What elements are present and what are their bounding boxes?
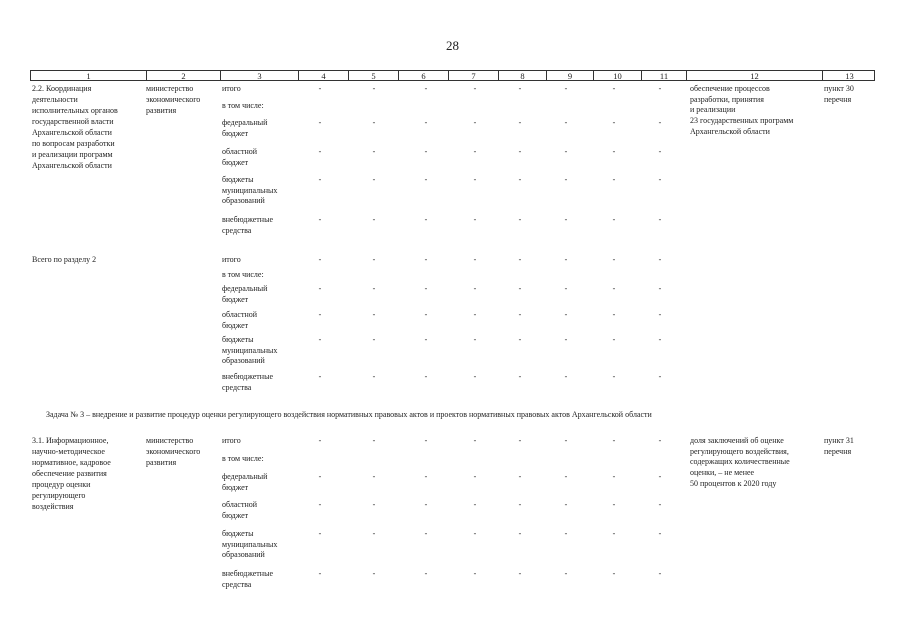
row-1-executor: министерство	[146, 84, 194, 93]
row-2-federal-dash-col5: -	[372, 284, 376, 293]
row-1-result: 23 государственных программ	[690, 116, 794, 126]
row-3-funding-regional: областной	[222, 500, 258, 509]
row-3-extrabudget-dash-col8: -	[518, 569, 522, 578]
header-col-2: 2	[146, 71, 220, 80]
row-3-extrabudget-dash-col6: -	[424, 569, 428, 578]
row-2-extrabudget-dash-col4: -	[318, 372, 322, 381]
row-2-federal-dash-col6: -	[424, 284, 428, 293]
row-2-municipal-dash-col4: -	[318, 335, 322, 344]
row-2-federal-dash-col11: -	[658, 284, 662, 293]
row-1-funding-federal: бюджет	[222, 128, 249, 138]
row-3-total-dash-col11: -	[658, 436, 662, 445]
row-3-funding-extrabudget: внебюджетные	[222, 569, 273, 578]
row-2-funding-including: в том числе:	[222, 270, 264, 279]
row-2-funding-municipal: муниципальных	[222, 345, 278, 355]
row-3-activity: 3.1. Информационное,	[32, 436, 109, 445]
row-1-result: Архангельской области	[690, 126, 770, 136]
row-1-total-dash-col7: -	[473, 84, 477, 93]
header-col-1: 1	[86, 71, 91, 81]
row-1-funding-total: итого	[222, 84, 241, 93]
row-1-result: разработки, принятия	[690, 94, 764, 104]
row-2-extrabudget-dash-col5: -	[372, 372, 376, 381]
row-3-total-dash-col4: -	[318, 436, 322, 445]
row-3-activity: научно-методическое	[32, 447, 105, 456]
row-1-regional-dash-col11: -	[658, 147, 662, 156]
row-3-total-dash-col8: -	[518, 436, 522, 445]
row-1-executor: экономического	[146, 95, 201, 104]
row-1-result: обеспечение процессов	[690, 84, 770, 93]
row-2-federal-dash-col4: -	[318, 284, 322, 293]
row-3-result: 50 процентов к 2020 году	[690, 478, 777, 488]
row-1-regional-dash-col10: -	[612, 147, 616, 156]
row-3-municipal-dash-col11: -	[658, 529, 662, 538]
row-3-federal-dash-col7: -	[473, 472, 477, 481]
row-3-extrabudget-dash-col10: -	[612, 569, 616, 578]
row-1-activity: Архангельской области	[32, 128, 112, 137]
row-2-municipal-dash-col6: -	[424, 335, 428, 344]
row-3-federal-dash-col6: -	[424, 472, 428, 481]
row-2-funding-federal: бюджет	[222, 294, 249, 304]
row-3-funding-extrabudget: средства	[222, 579, 252, 589]
row-1-federal-dash-col5: -	[372, 118, 376, 127]
row-2-municipal-dash-col7: -	[473, 335, 477, 344]
header-col-9: 9	[546, 71, 593, 80]
row-3-funding-including: в том числе:	[222, 454, 264, 463]
row-2-total-dash-col9: -	[564, 255, 568, 264]
row-1-regional-dash-col7: -	[473, 147, 477, 156]
row-3-funding-federal: федеральный	[222, 472, 268, 481]
row-3-extrabudget-dash-col11: -	[658, 569, 662, 578]
row-1-total-dash-col10: -	[612, 84, 616, 93]
table-header-row	[30, 70, 875, 81]
row-3-regional-dash-col6: -	[424, 500, 428, 509]
row-1-municipal-dash-col11: -	[658, 175, 662, 184]
row-1-activity: по вопросам разработки	[32, 139, 115, 148]
row-2-extrabudget-dash-col9: -	[564, 372, 568, 381]
row-2-extrabudget-dash-col6: -	[424, 372, 428, 381]
row-2-municipal-dash-col9: -	[564, 335, 568, 344]
row-3-municipal-dash-col9: -	[564, 529, 568, 538]
header-col-11: 11	[641, 71, 686, 80]
header-col-8: 8	[498, 71, 546, 80]
row-1-total-dash-col8: -	[518, 84, 522, 93]
row-2-regional-dash-col10: -	[612, 310, 616, 319]
row-3-reference: пункт 31	[824, 436, 854, 445]
row-1-federal-dash-col11: -	[658, 118, 662, 127]
row-1-funding-extrabudget: внебюджетные	[222, 215, 273, 224]
task-3-heading: Задача № 3 – внедрение и развитие процедур оценки регулирующего воздействия нормативных правовых актов и проектов нормативных правовых актов Архангельской области	[46, 410, 652, 419]
row-2-total-dash-col6: -	[424, 255, 428, 264]
row-1-regional-dash-col8: -	[518, 147, 522, 156]
row-1-extrabudget-dash-col11: -	[658, 215, 662, 224]
row-2-funding-municipal: образований	[222, 356, 265, 366]
row-3-activity: процедур оценки	[32, 480, 91, 489]
row-3-funding-municipal: бюджеты	[222, 529, 254, 538]
row-2-regional-dash-col8: -	[518, 310, 522, 319]
row-2-federal-dash-col8: -	[518, 284, 522, 293]
row-1-funding-regional: областной	[222, 147, 258, 156]
row-3-result: регулирующего воздействия,	[690, 446, 789, 456]
row-1-regional-dash-col6: -	[424, 147, 428, 156]
row-1-reference: перечня	[824, 95, 852, 104]
row-3-federal-dash-col9: -	[564, 472, 568, 481]
row-1-activity: 2.2. Координация	[32, 84, 92, 93]
row-1-federal-dash-col8: -	[518, 118, 522, 127]
row-3-total-dash-col10: -	[612, 436, 616, 445]
row-3-executor: министерство	[146, 436, 194, 445]
row-3-regional-dash-col11: -	[658, 500, 662, 509]
row-3-funding-federal: бюджет	[222, 482, 249, 492]
row-2-extrabudget-dash-col7: -	[473, 372, 477, 381]
row-1-executor: развития	[146, 106, 177, 115]
row-3-federal-dash-col10: -	[612, 472, 616, 481]
row-2-total-dash-col5: -	[372, 255, 376, 264]
row-1-extrabudget-dash-col7: -	[473, 215, 477, 224]
row-1-federal-dash-col10: -	[612, 118, 616, 127]
row-1-reference: пункт 30	[824, 84, 854, 93]
row-2-activity: Всего по разделу 2	[32, 255, 97, 264]
row-2-regional-dash-col6: -	[424, 310, 428, 319]
row-2-regional-dash-col11: -	[658, 310, 662, 319]
row-1-total-dash-col9: -	[564, 84, 568, 93]
row-1-activity: и реализации программ	[32, 150, 113, 159]
row-3-federal-dash-col11: -	[658, 472, 662, 481]
row-3-municipal-dash-col10: -	[612, 529, 616, 538]
row-1-funding-municipal: образований	[222, 196, 265, 206]
row-3-municipal-dash-col7: -	[473, 529, 477, 538]
row-1-federal-dash-col6: -	[424, 118, 428, 127]
row-3-federal-dash-col8: -	[518, 472, 522, 481]
row-3-regional-dash-col9: -	[564, 500, 568, 509]
header-col-10: 10	[593, 71, 641, 80]
row-1-municipal-dash-col9: -	[564, 175, 568, 184]
row-1-funding-federal: федеральный	[222, 118, 268, 127]
header-col-4: 4	[298, 71, 348, 80]
row-1-municipal-dash-col6: -	[424, 175, 428, 184]
row-2-federal-dash-col7: -	[473, 284, 477, 293]
row-1-extrabudget-dash-col8: -	[518, 215, 522, 224]
row-2-federal-dash-col9: -	[564, 284, 568, 293]
row-2-extrabudget-dash-col8: -	[518, 372, 522, 381]
row-1-municipal-dash-col10: -	[612, 175, 616, 184]
row-1-extrabudget-dash-col6: -	[424, 215, 428, 224]
row-2-federal-dash-col10: -	[612, 284, 616, 293]
row-1-extrabudget-dash-col4: -	[318, 215, 322, 224]
row-3-extrabudget-dash-col7: -	[473, 569, 477, 578]
row-2-total-dash-col10: -	[612, 255, 616, 264]
row-3-extrabudget-dash-col9: -	[564, 569, 568, 578]
row-3-funding-regional: бюджет	[222, 510, 249, 520]
row-1-municipal-dash-col4: -	[318, 175, 322, 184]
row-1-extrabudget-dash-col9: -	[564, 215, 568, 224]
row-2-funding-total: итого	[222, 255, 241, 264]
row-2-regional-dash-col4: -	[318, 310, 322, 319]
row-3-executor: экономического	[146, 447, 201, 456]
row-1-regional-dash-col9: -	[564, 147, 568, 156]
row-1-municipal-dash-col7: -	[473, 175, 477, 184]
row-1-activity: исполнительных органов	[32, 106, 118, 115]
row-1-funding-including: в том числе:	[222, 101, 264, 110]
row-2-funding-municipal: бюджеты	[222, 335, 254, 344]
row-2-extrabudget-dash-col11: -	[658, 372, 662, 381]
row-3-regional-dash-col5: -	[372, 500, 376, 509]
row-2-funding-regional: областной	[222, 310, 258, 319]
row-3-activity: обеспечение развития	[32, 469, 107, 478]
header-col-6: 6	[398, 71, 448, 80]
row-2-funding-regional: бюджет	[222, 320, 249, 330]
row-3-activity: нормативное, кадровое	[32, 458, 111, 467]
header-col-5: 5	[348, 71, 398, 80]
row-3-funding-total: итого	[222, 436, 241, 445]
row-2-extrabudget-dash-col10: -	[612, 372, 616, 381]
row-3-total-dash-col5: -	[372, 436, 376, 445]
row-2-municipal-dash-col5: -	[372, 335, 376, 344]
row-3-executor: развития	[146, 458, 177, 467]
row-1-funding-regional: бюджет	[222, 157, 249, 167]
header-col-12: 12	[686, 71, 822, 80]
row-3-federal-dash-col4: -	[318, 472, 322, 481]
row-3-total-dash-col6: -	[424, 436, 428, 445]
row-2-total-dash-col11: -	[658, 255, 662, 264]
row-2-municipal-dash-col8: -	[518, 335, 522, 344]
header-col-13: 13	[822, 71, 876, 80]
row-1-funding-extrabudget: средства	[222, 225, 252, 235]
row-1-total-dash-col4: -	[318, 84, 322, 93]
row-1-regional-dash-col5: -	[372, 147, 376, 156]
row-2-regional-dash-col9: -	[564, 310, 568, 319]
row-3-funding-municipal: муниципальных	[222, 539, 278, 549]
row-1-municipal-dash-col8: -	[518, 175, 522, 184]
row-2-regional-dash-col7: -	[473, 310, 477, 319]
row-3-municipal-dash-col8: -	[518, 529, 522, 538]
row-3-regional-dash-col8: -	[518, 500, 522, 509]
row-2-regional-dash-col5: -	[372, 310, 376, 319]
row-1-municipal-dash-col5: -	[372, 175, 376, 184]
row-3-extrabudget-dash-col5: -	[372, 569, 376, 578]
row-1-result: и реализации	[690, 105, 736, 115]
row-1-activity: государственной власти	[32, 117, 114, 126]
row-3-municipal-dash-col5: -	[372, 529, 376, 538]
row-1-funding-municipal: муниципальных	[222, 185, 278, 195]
row-1-total-dash-col6: -	[424, 84, 428, 93]
row-3-activity: регулирующего	[32, 491, 86, 500]
row-1-funding-municipal: бюджеты	[222, 175, 254, 184]
row-1-total-dash-col11: -	[658, 84, 662, 93]
row-2-funding-extrabudget: внебюджетные	[222, 372, 273, 381]
row-3-municipal-dash-col4: -	[318, 529, 322, 538]
row-1-regional-dash-col4: -	[318, 147, 322, 156]
page-number: 28	[446, 38, 459, 53]
row-3-funding-municipal: образований	[222, 550, 265, 560]
row-1-activity: Архангельской области	[32, 161, 112, 170]
row-3-federal-dash-col5: -	[372, 472, 376, 481]
row-1-federal-dash-col9: -	[564, 118, 568, 127]
row-3-extrabudget-dash-col4: -	[318, 569, 322, 578]
row-3-result: содержащих количественные	[690, 457, 790, 467]
row-2-funding-federal: федеральный	[222, 284, 268, 293]
row-3-reference: перечня	[824, 447, 852, 456]
row-3-regional-dash-col10: -	[612, 500, 616, 509]
row-3-regional-dash-col7: -	[473, 500, 477, 509]
row-3-total-dash-col7: -	[473, 436, 477, 445]
row-3-municipal-dash-col6: -	[424, 529, 428, 538]
row-3-activity: воздействия	[32, 502, 74, 511]
row-3-result: оценки, – не менее	[690, 468, 755, 478]
header-col-3: 3	[220, 71, 298, 80]
row-2-municipal-dash-col11: -	[658, 335, 662, 344]
row-3-total-dash-col9: -	[564, 436, 568, 445]
row-1-activity: деятельности	[32, 95, 78, 104]
row-1-federal-dash-col4: -	[318, 118, 322, 127]
row-1-federal-dash-col7: -	[473, 118, 477, 127]
row-2-funding-extrabudget: средства	[222, 382, 252, 392]
row-2-total-dash-col4: -	[318, 255, 322, 264]
row-3-result: доля заключений об оценке	[690, 436, 784, 445]
header-col-7: 7	[448, 71, 498, 80]
row-2-municipal-dash-col10: -	[612, 335, 616, 344]
row-2-total-dash-col8: -	[518, 255, 522, 264]
row-2-total-dash-col7: -	[473, 255, 477, 264]
row-1-extrabudget-dash-col5: -	[372, 215, 376, 224]
row-1-extrabudget-dash-col10: -	[612, 215, 616, 224]
row-1-total-dash-col5: -	[372, 84, 376, 93]
row-3-regional-dash-col4: -	[318, 500, 322, 509]
